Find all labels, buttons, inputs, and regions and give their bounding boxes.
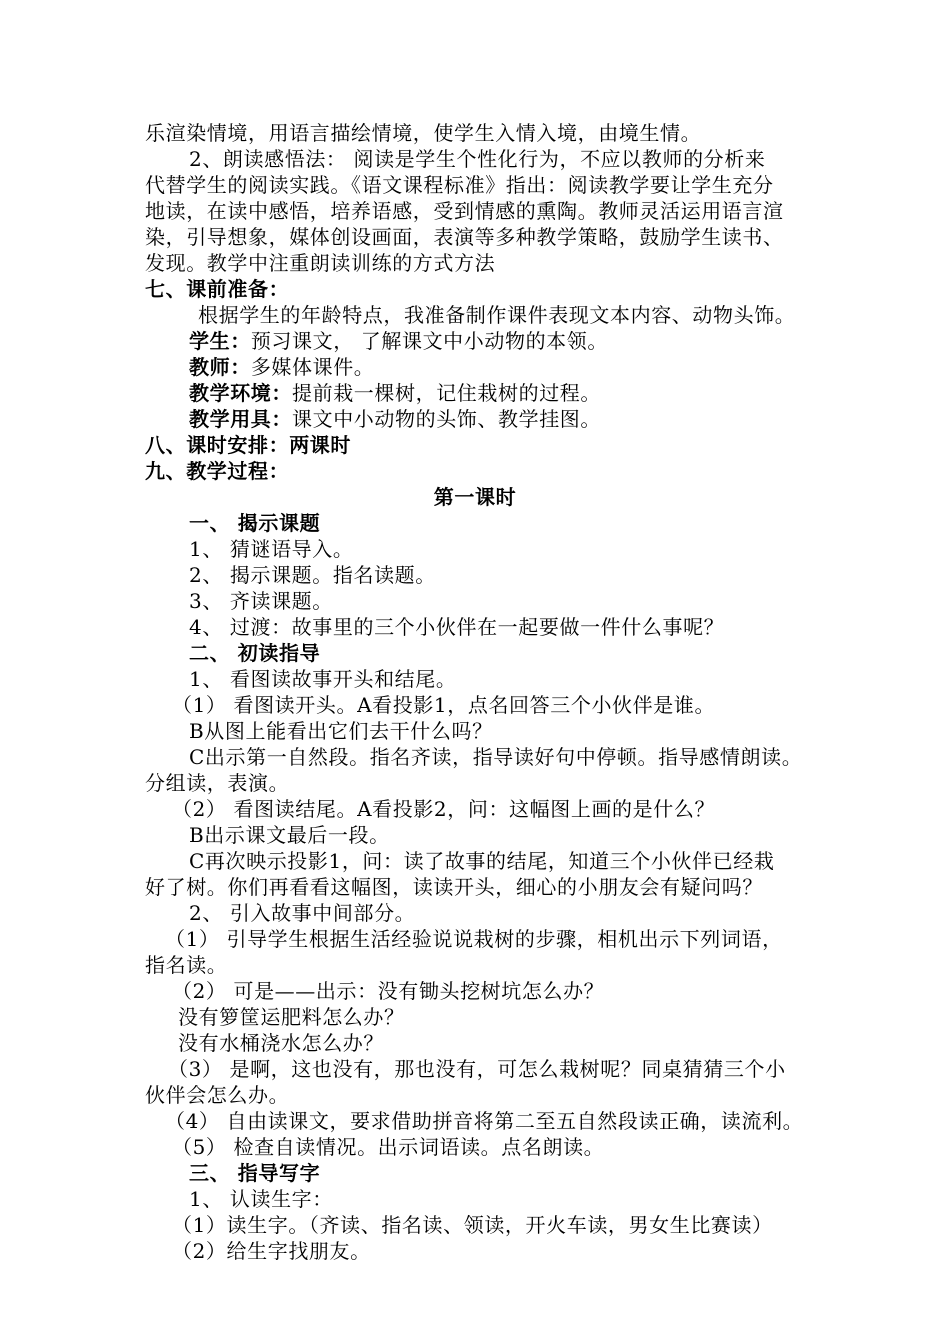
value: 预习课文， 了解课文中小动物的本领。 xyxy=(250,329,608,353)
label: 教师： xyxy=(189,355,251,379)
text-line: 染，引导想象，媒体创设画面，表演等多种教学策略，鼓励学生读书、 xyxy=(145,225,784,249)
list-item: 3、 齐读课题。 xyxy=(189,589,333,613)
text-line: C再次映示投影1，问：读了故事的结尾，知道三个小伙伴已经栽 xyxy=(189,849,775,873)
section-heading: 九、教学过程： xyxy=(145,459,290,483)
list-item: （4） 自由读课文，要求借助拼音将第二至五自然段读正确，读流利。 xyxy=(165,1109,804,1133)
prep-teacher-line xyxy=(189,354,374,380)
list-item: （1） 引导学生根据生活经验说说栽树的步骤，相机出示下列词语， xyxy=(165,927,783,951)
text-line: 伙伴会怎么办。 xyxy=(145,1083,290,1107)
list-item: 2、 揭示课题。指名读题。 xyxy=(189,563,436,587)
prep-environment-line xyxy=(189,380,601,406)
text-line: 没有箩筐运肥料怎么办？ xyxy=(178,1005,405,1029)
text-line: 根据学生的年龄特点，我准备制作课件表现文本内容、动物头饰。 xyxy=(198,303,796,327)
prep-tools-line xyxy=(189,406,601,432)
text-line: 乐渲染情境，用语言描绘情境，使学生入情入境，由境生情。 xyxy=(145,121,702,145)
lesson-title: 第一课时 xyxy=(433,485,517,509)
value: 课文中小动物的头饰、教学挂图。 xyxy=(292,407,601,431)
label: 学生： xyxy=(189,329,251,353)
label: 教学环境： xyxy=(189,381,292,405)
list-item: 1、 看图读故事开头和结尾。 xyxy=(189,667,457,691)
list-item: （1）读生字。（齐读、指名读、领读，开火车读，男女生比赛读） xyxy=(172,1213,773,1237)
text-line: C出示第一自然段。指名齐读，指导读好句中停顿。指导感情朗读。 xyxy=(189,745,803,769)
subsection-heading: 二、 初读指导 xyxy=(189,641,321,665)
label: 教学用具： xyxy=(189,407,292,431)
list-item: （2） 可是——出示：没有锄头挖树坑怎么办？ xyxy=(172,979,605,1003)
section-heading: 八、课时安排：两课时 xyxy=(145,433,351,457)
list-item: 4、 过渡：故事里的三个小伙伴在一起要做一件什么事呢？ xyxy=(189,615,725,639)
text-line: 2、朗读感悟法： 阅读是学生个性化行为，不应以教师的分析来 xyxy=(189,147,766,171)
list-item: （2）给生字找朋友。 xyxy=(172,1239,371,1263)
text-line: 指名读。 xyxy=(145,953,228,977)
subsection-heading: 三、 指导写字 xyxy=(189,1161,321,1185)
text-line: 好了树。你们再看看这幅图，读读开头，细心的小朋友会有疑问吗？ xyxy=(145,875,763,899)
text-line: 分组读，表演。 xyxy=(145,771,290,795)
list-item: （1） 看图读开头。A看投影1，点名回答三个小伙伴是谁。 xyxy=(172,693,716,717)
value: 提前栽一棵树，记住栽树的过程。 xyxy=(292,381,601,405)
text-line: 没有水桶浇水怎么办？ xyxy=(178,1031,384,1055)
prep-students-line xyxy=(189,328,608,354)
list-item: （3） 是啊，这也没有，那也没有，可怎么栽树呢？同桌猜猜三个小 xyxy=(168,1057,786,1081)
list-item: （5） 检查自读情况。出示词语读。点名朗读。 xyxy=(172,1135,605,1159)
text-line: 代替学生的阅读实践。《语文课程标准》指出：阅读教学要让学生充分 xyxy=(145,173,774,197)
section-heading: 七、课前准备： xyxy=(145,277,290,301)
subsection-heading: 一、 揭示课题 xyxy=(189,511,321,535)
list-item: 2、 引入故事中间部分。 xyxy=(189,901,416,925)
text-line: B从图上能看出它们去干什么吗？ xyxy=(189,719,493,743)
text-line: B出示课文最后一段。 xyxy=(189,823,390,847)
value: 多媒体课件。 xyxy=(250,355,375,379)
list-item: （2） 看图读结尾。A看投影2，问：这幅图上画的是什么？ xyxy=(172,797,716,821)
text-line: 地读，在读中感悟，培养语感，受到情感的熏陶。教师灵活运用语言渲 xyxy=(145,199,784,223)
list-item: 1、 猜谜语导入。 xyxy=(189,537,354,561)
text-line: 发现。教学中注重朗读训练的方式方法 xyxy=(145,251,496,275)
list-item: 1、 认读生字： xyxy=(189,1187,333,1211)
